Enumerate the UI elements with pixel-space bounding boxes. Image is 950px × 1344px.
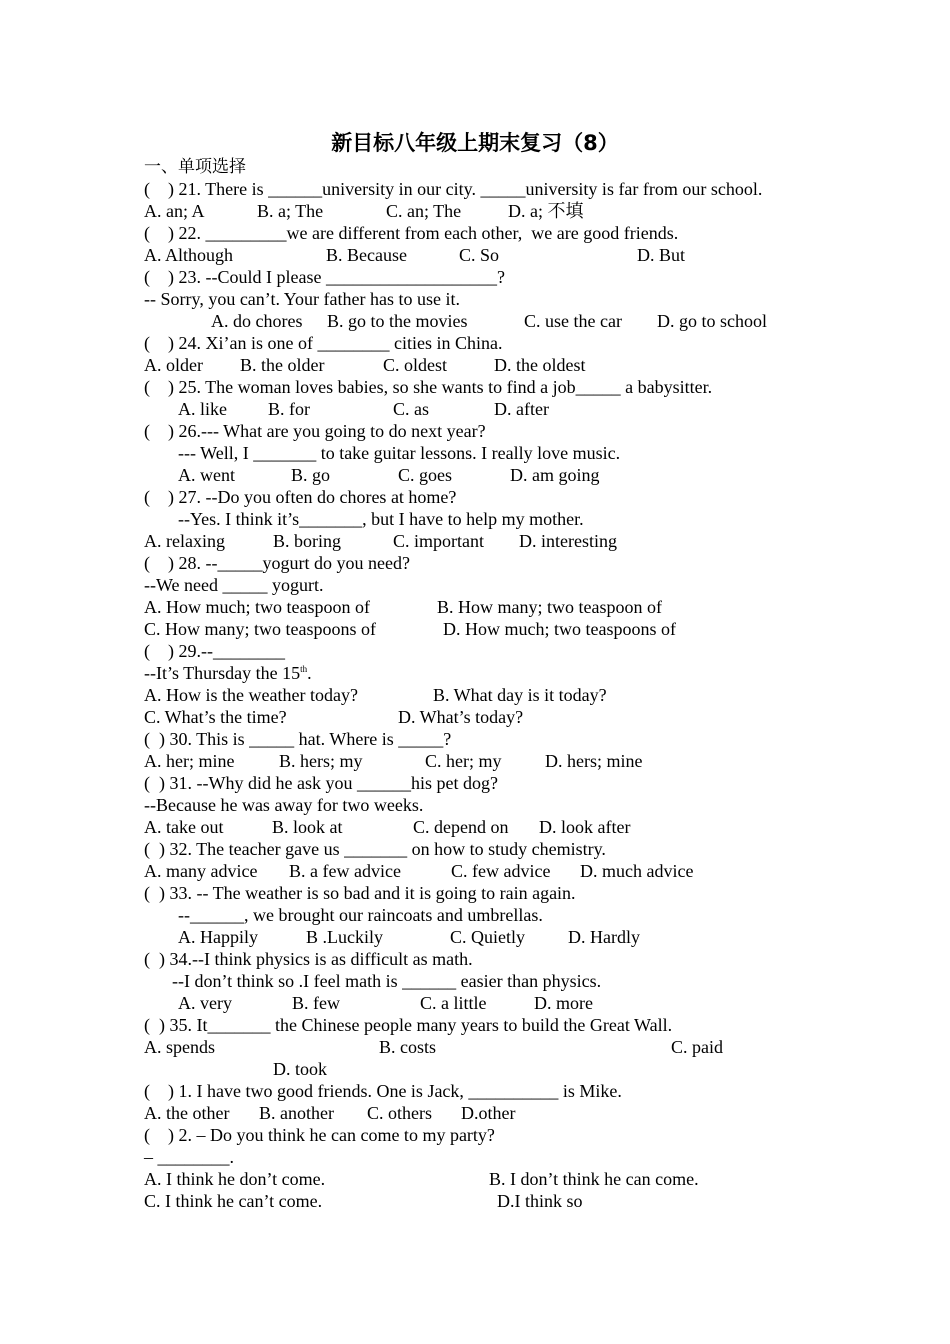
answer-option — [144, 244, 233, 266]
answer-option — [268, 398, 310, 420]
dialogue-line-text: --Yes. I think it’s_______, but I have to help my mother. — [178, 509, 584, 529]
answer-option-text: A. How is the weather today? — [144, 685, 358, 705]
answer-option-text: C. a little — [420, 993, 487, 1013]
dialogue-line-text: -- Sorry, you can’t. Your father has to use it. — [144, 289, 460, 309]
answer-option — [178, 992, 232, 1014]
question-stem-text: ( ) 31. --Why did he ask you ______his pet dog? — [144, 773, 498, 793]
answer-option-text: A. very — [178, 993, 232, 1013]
question-stem — [144, 486, 456, 508]
question-stem — [144, 332, 502, 354]
answer-option — [580, 860, 693, 882]
answer-option-text: C. depend on — [413, 817, 509, 837]
dialogue-line-text: --I don’t think so .I feel math is ______ easier than physics. — [172, 971, 602, 991]
answer-option-text: A. the other — [144, 1103, 230, 1123]
answer-option — [393, 530, 484, 552]
answer-option-text: A. do chores — [211, 311, 303, 331]
answer-option — [443, 618, 676, 640]
answer-option-text: B. How many; two teaspoon of — [437, 597, 662, 617]
answer-option-text: C. as — [393, 399, 429, 419]
question-stem — [144, 1080, 622, 1102]
question-stem — [144, 728, 451, 750]
answer-option — [568, 926, 640, 948]
answer-option — [393, 398, 429, 420]
answer-option-text: D. am going — [510, 465, 600, 485]
question-stem-text: ( ) 35. It_______ the Chinese people many years to build the Great Wall. — [144, 1015, 673, 1035]
answer-option — [289, 860, 401, 882]
answer-option-text: B. for — [268, 399, 310, 419]
dialogue-line-text: – ________. — [144, 1147, 234, 1167]
answer-option-text: D. after — [494, 399, 549, 419]
question-stem — [144, 838, 606, 860]
dialogue-line — [172, 970, 601, 992]
answer-option-text: D. look after — [539, 817, 631, 837]
answer-option — [279, 750, 363, 772]
question-stem — [144, 1014, 672, 1036]
answer-option-text: C. important — [393, 531, 484, 551]
answer-option-text: A. older — [144, 355, 203, 375]
answer-option — [178, 398, 227, 420]
question-stem — [144, 772, 498, 794]
dialogue-line — [144, 1146, 234, 1168]
dialogue-line — [144, 288, 460, 310]
answer-option-text: C. use the car — [524, 311, 622, 331]
answer-option — [494, 354, 586, 376]
answer-option-text: D. more — [534, 993, 593, 1013]
question-stem — [144, 222, 678, 244]
answer-option — [398, 464, 452, 486]
answer-option — [450, 926, 525, 948]
answer-option-text: C. others — [367, 1103, 432, 1123]
answer-option — [306, 926, 383, 948]
ordinal-suffix: th — [300, 664, 308, 674]
answer-option-text: A. many advice — [144, 861, 258, 881]
dialogue-line — [178, 442, 620, 464]
answer-option — [497, 1190, 583, 1212]
question-stem-text: ( ) 30. This is _____ hat. Where is _____? — [144, 729, 452, 749]
answer-option — [451, 860, 550, 882]
question-stem-text: ( ) 1. I have two good friends. One is Jack, __________ is Mike. — [144, 1081, 622, 1101]
answer-option-text: A. like — [178, 399, 227, 419]
question-stem-text: ( ) 2. – Do you think he can come to my party? — [144, 1125, 495, 1145]
answer-option — [379, 1036, 436, 1058]
answer-option — [144, 1036, 215, 1058]
answer-option — [178, 464, 235, 486]
answer-option — [433, 684, 607, 706]
answer-option-text: A. Although — [144, 245, 234, 265]
answer-option-text: D. What’s today? — [398, 707, 524, 727]
answer-option — [534, 992, 593, 1014]
question-stem-text: ( ) 23. --Could I please ___________________? — [144, 267, 505, 287]
dialogue-line-text: --Because he was away for two weeks. — [144, 795, 424, 815]
answer-option — [144, 816, 223, 838]
answer-option — [494, 398, 549, 420]
answer-option-text: D.other — [461, 1103, 516, 1123]
section-heading: 一、单项选择 — [144, 157, 246, 177]
question-stem — [144, 178, 762, 200]
question-stem — [144, 266, 505, 288]
answer-option-text: B. the older — [240, 355, 325, 375]
answer-option — [259, 1102, 334, 1124]
answer-option-text: B. few — [292, 993, 340, 1013]
question-stem — [144, 948, 473, 970]
answer-option — [144, 200, 205, 222]
answer-option — [519, 530, 617, 552]
answer-option-text: D. Hardly — [568, 927, 640, 947]
answer-option-text: B .Luckily — [306, 927, 383, 947]
dialogue-line-text: --It’s Thursday the 15 — [144, 663, 301, 683]
question-stem-text: ( ) 24. Xi’an is one of ________ cities in China. — [144, 333, 503, 353]
answer-option — [459, 244, 499, 266]
answer-option-text: C. Quietly — [450, 927, 525, 947]
answer-option — [489, 1168, 699, 1190]
answer-option-text: A. How much; two teaspoon of — [144, 597, 370, 617]
answer-option — [144, 1190, 322, 1212]
answer-option-text: B. boring — [273, 531, 342, 551]
answer-option — [524, 310, 622, 332]
answer-option — [671, 1036, 723, 1058]
answer-option — [386, 200, 461, 222]
answer-option — [144, 1168, 325, 1190]
question-stem — [144, 420, 486, 442]
answer-option-text: B. a; The — [257, 201, 324, 221]
question-stem-text: ( ) 27. --Do you often do chores at home? — [144, 487, 457, 507]
answer-option — [326, 244, 407, 266]
answer-option-text: B. What day is it today? — [433, 685, 607, 705]
answer-option — [292, 992, 340, 1014]
answer-option-text: C. I think he can’t come. — [144, 1191, 323, 1211]
answer-option — [144, 596, 370, 618]
answer-option — [273, 530, 341, 552]
answer-option — [144, 706, 287, 728]
question-stem-text: ( ) 21. There is ______university in our city. _____university is far from our school. — [144, 179, 763, 199]
answer-option-text: A. relaxing — [144, 531, 225, 551]
answer-option-text: A. an; A — [144, 201, 205, 221]
answer-option-text: A. spends — [144, 1037, 215, 1057]
question-stem — [144, 640, 285, 662]
answer-option — [273, 1058, 327, 1080]
answer-option-text: D.I think so — [497, 1191, 583, 1211]
answer-option-text: D. interesting — [519, 531, 617, 551]
answer-option-text: D. much advice — [580, 861, 694, 881]
answer-option-text: A. went — [178, 465, 235, 485]
answer-option — [211, 310, 302, 332]
question-stem-text: ( ) 25. The woman loves babies, so she wants to find a job_____ a babysitter. — [144, 377, 713, 397]
answer-option — [144, 354, 203, 376]
dialogue-line-text: --We need _____ yogurt. — [144, 575, 324, 595]
answer-option — [545, 750, 642, 772]
question-stem-text: ( ) 28. --_____yogurt do you need? — [144, 553, 410, 573]
answer-option — [272, 816, 343, 838]
answer-option-text: A. I think he don’t come. — [144, 1169, 326, 1189]
answer-option-text: C. paid — [671, 1037, 723, 1057]
answer-option-text: A. take out — [144, 817, 224, 837]
answer-option-text: D. the oldest — [494, 355, 586, 375]
answer-option-text: C. What’s the time? — [144, 707, 287, 727]
answer-option-text: C. an; The — [386, 201, 462, 221]
answer-option — [144, 530, 225, 552]
answer-option — [144, 750, 234, 772]
answer-option — [437, 596, 662, 618]
answer-option — [508, 200, 584, 222]
answer-option — [398, 706, 523, 728]
answer-option — [144, 860, 257, 882]
answer-option-text: C. goes — [398, 465, 452, 485]
dialogue-line — [178, 508, 584, 530]
dialogue-line-text: --______, we brought our raincoats and umbrellas. — [178, 905, 543, 925]
question-stem-text: ( ) 22. _________we are different from each other, we are good friends. — [144, 223, 679, 243]
answer-option — [144, 684, 358, 706]
answer-option-text: C. How many; two teaspoons of — [144, 619, 376, 639]
answer-option-text: B. look at — [272, 817, 343, 837]
question-stem — [144, 1124, 495, 1146]
dialogue-line — [144, 662, 312, 684]
trailing-punctuation: . — [307, 663, 312, 683]
question-stem — [144, 552, 410, 574]
answer-option — [420, 992, 487, 1014]
answer-option-text: D. a; 不填 — [508, 201, 584, 221]
dialogue-line-text: --- Well, I _______ to take guitar lessons. I really love music. — [178, 443, 621, 463]
answer-option-text: A. Happily — [178, 927, 258, 947]
answer-option-text: B. go — [291, 465, 331, 485]
answer-option — [383, 354, 447, 376]
answer-option-text: B. Because — [326, 245, 407, 265]
answer-option-text: B. I don’t think he can come. — [489, 1169, 699, 1189]
answer-option-text: B. hers; my — [279, 751, 363, 771]
answer-option — [144, 1102, 229, 1124]
question-stem-text: ( ) 26.--- What are you going to do next year? — [144, 421, 486, 441]
question-stem-text: ( ) 34.--I think physics is as difficult as math. — [144, 949, 473, 969]
question-stem-text: ( ) 32. The teacher gave us _______ on how to study chemistry. — [144, 839, 606, 859]
answer-option — [461, 1102, 515, 1124]
answer-option — [425, 750, 502, 772]
answer-option — [637, 244, 685, 266]
answer-option — [257, 200, 323, 222]
answer-option-text: C. her; my — [425, 751, 502, 771]
answer-option-text: D. But — [637, 245, 686, 265]
answer-option-text: C. few advice — [451, 861, 551, 881]
question-stem-text: ( ) 33. -- The weather is so bad and it is going to rain again. — [144, 883, 576, 903]
dialogue-line — [178, 904, 543, 926]
answer-option-text: C. oldest — [383, 355, 448, 375]
answer-option — [367, 1102, 432, 1124]
answer-option-text: D. hers; mine — [545, 751, 643, 771]
answer-option-text: B. go to the movies — [327, 311, 468, 331]
answer-option — [510, 464, 600, 486]
answer-option-text: D. took — [273, 1059, 327, 1079]
answer-option — [291, 464, 330, 486]
question-stem — [144, 376, 712, 398]
dialogue-line — [144, 794, 423, 816]
answer-option — [240, 354, 324, 376]
dialogue-line — [144, 574, 324, 596]
answer-option-text: C. So — [459, 245, 500, 265]
question-stem — [144, 882, 576, 904]
answer-option-text: A. her; mine — [144, 751, 235, 771]
question-stem-text: ( ) 29.--________ — [144, 641, 285, 661]
answer-option — [144, 618, 376, 640]
answer-option-text: B. a few advice — [289, 861, 401, 881]
answer-option-text: D. How much; two teaspoons of — [443, 619, 676, 639]
answer-option — [413, 816, 508, 838]
answer-option — [657, 310, 767, 332]
answer-option-text: D. go to school — [657, 311, 767, 331]
answer-option-text: B. costs — [379, 1037, 437, 1057]
answer-option — [327, 310, 468, 332]
page-title: 新目标八年级上期末复习（8） — [331, 131, 619, 155]
answer-option — [178, 926, 258, 948]
answer-option — [539, 816, 630, 838]
answer-option-text: B. another — [259, 1103, 334, 1123]
